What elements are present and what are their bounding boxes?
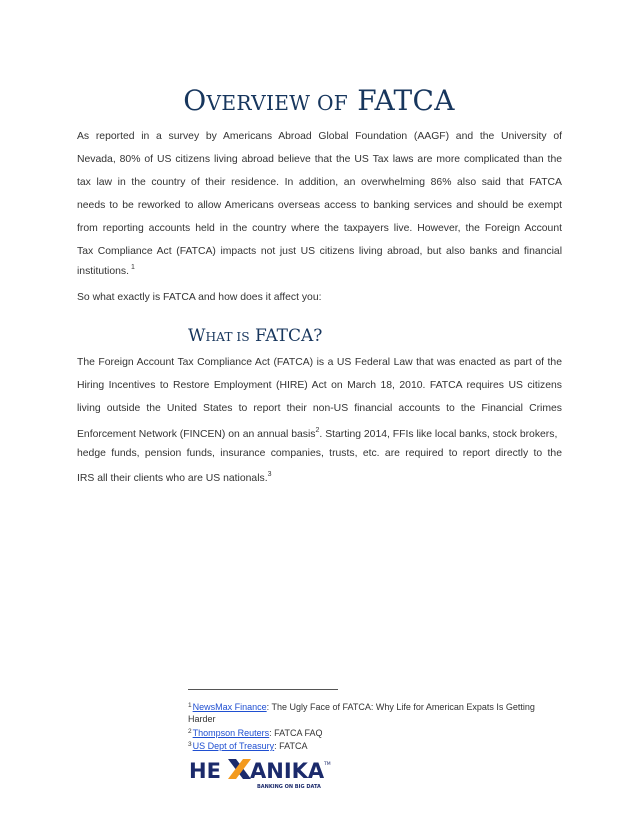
intro-line-1: As reported in a survey by Americans Abroad Global Foundation (AAGF) and the University of: [77, 131, 562, 142]
body-line-6: [77, 468, 562, 486]
intro-line-2: Nevada, 80% of US citizens living abroad believe that the US Tax laws are more complicated than the: [77, 154, 562, 165]
body-line-3: living outside the United States to report their non-US financial accounts to the Financial Crimes: [77, 403, 562, 414]
intro-line-4: needs to be reworked to allow Americans overseas access to banking services and should be exempt: [77, 200, 562, 211]
footnote-3: [188, 739, 568, 752]
title-main: FATCA: [357, 84, 455, 117]
logo-tagline: BANKING ON BIG DATA: [257, 784, 321, 790]
footnote-separator: [188, 689, 338, 690]
title-smallcaps: VERVIEW OF: [206, 91, 349, 115]
footnote-3-number: 3: [188, 741, 192, 748]
footnote-ref-1[interactable]: 1: [130, 264, 135, 271]
body-line-5: hedge funds, pension funds, insurance companies, trusts, etc. are required to report directly to the: [77, 448, 562, 459]
body-line-4-tail: . Starting 2014, FFIs like local banks, stock brokers,: [319, 429, 558, 440]
logo-tm: TM: [324, 762, 331, 767]
intro-line-5: from reporting accounts held in the country where the taxpayers live. However, the Foreign Account: [77, 223, 562, 234]
question-text: So what exactly is FATCA and how does it affect you:: [77, 292, 322, 303]
footnote-3-text: : FATCA: [274, 741, 308, 751]
section-smallcaps: HAT IS: [205, 330, 250, 344]
intro-line-7: [77, 261, 562, 279]
footnote-ref-3[interactable]: 3: [267, 471, 272, 478]
footnote-3-link[interactable]: US Dept of Treasury: [192, 741, 275, 751]
footnote-1-link[interactable]: NewsMax Finance: [192, 702, 267, 712]
footnote-2-text: : FATCA FAQ: [269, 728, 323, 738]
hexanika-logo: [189, 757, 335, 791]
intro-line-6: Tax Compliance Act (FATCA) impacts not just US citizens living abroad, but also banks and financial: [77, 246, 562, 257]
footnote-1-text: : The Ugly Face of FATCA: Why Life for American Expats Is Getting: [266, 702, 535, 712]
body-line-6-text: IRS all their clients who are US nationals.: [77, 473, 268, 484]
logo-text-right: ANIKA: [250, 759, 325, 783]
section-initial: W: [188, 326, 206, 346]
title-initial: O: [183, 84, 207, 117]
section-heading: [188, 324, 322, 349]
footnote-2-link[interactable]: Thompson Reuters: [192, 728, 270, 738]
body-line-2: Hiring Incentives to Restore Employment (HIRE) Act on March 18, 2010. FATCA requires US citizens: [77, 380, 562, 391]
body-line-4-text: Enforcement Network (FINCEN) on an annual basis: [77, 429, 316, 440]
footnote-1-number: 1: [188, 702, 192, 709]
footnote-1-cont: Harder: [188, 714, 216, 724]
footnote-2-number: 2: [188, 728, 192, 735]
intro-line-7-text: institutions.: [77, 266, 129, 277]
logo-x-mark: [228, 759, 251, 779]
section-main: FATCA?: [255, 326, 323, 346]
body-line-4: [77, 424, 562, 442]
page-title: [0, 83, 638, 121]
footnote-2: [188, 726, 568, 739]
logo-text-left: HE: [189, 759, 221, 783]
footnote-1: [188, 700, 568, 725]
intro-line-3: tax law in the country of their residence. In addition, an overwhelming 86% also said that FATCA: [77, 177, 562, 188]
footnote-ref-2[interactable]: 2: [315, 427, 320, 434]
body-line-1: The Foreign Account Tax Compliance Act (FATCA) is a US Federal Law that was enacted as part of the: [77, 357, 562, 368]
